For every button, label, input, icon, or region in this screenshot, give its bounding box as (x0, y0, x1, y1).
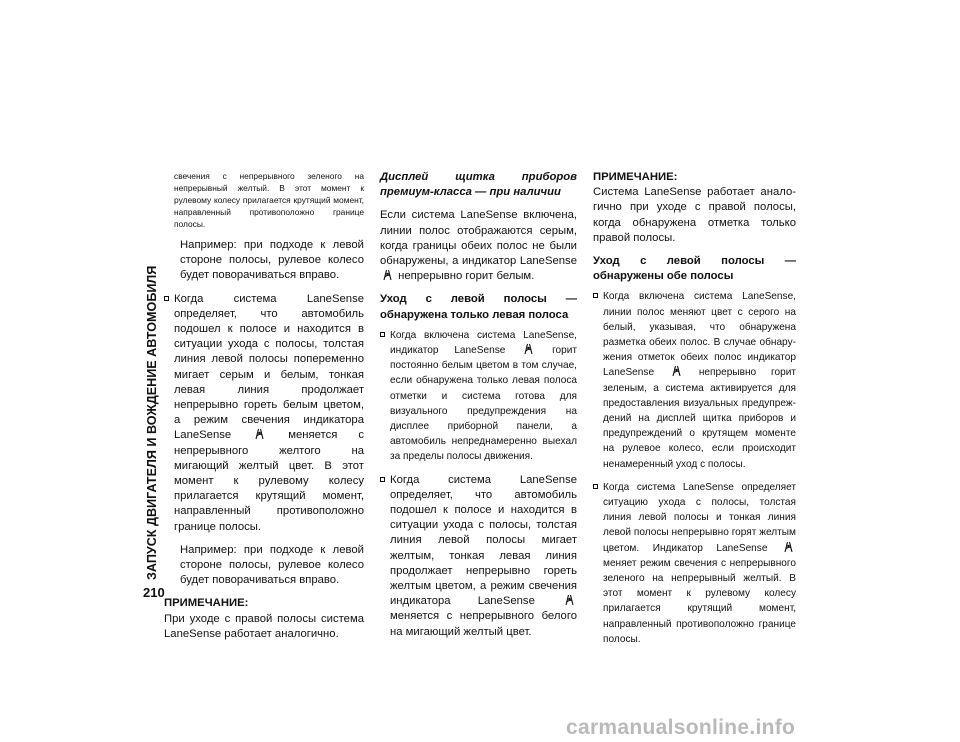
square-bullet-icon (164, 296, 169, 301)
square-bullet-icon (593, 293, 598, 298)
list-item: Когда система LaneSense определяет ситуацию ухода с полосы, толстая линия левой полосы и тонкая линия левой полосы непрерывно горят желтым цветом. Индикатор LaneSense меняет режим свечения с непрерывного зеленого на непрерывный желтый. В этот момент к рулевому колесу прилагается крутящий момент, направленный противоположно границе полосы. (593, 480, 796, 647)
continued-text: свечения с непрерывного зеленого на непрерывный желтый. В этот момент к рулевому колесу прилагается крутящий момент, направленный противоположно границе полосы. (174, 171, 364, 229)
subsection-heading: Уход с левой полосы — обнаружена только левая полоса (380, 293, 577, 321)
lanesense-indicator-icon (523, 343, 534, 355)
side-section-title-text: ЗАПУСК ДВИГАТЕЛЯ И ВОЖДЕНИЕ АВТОМОБИЛЯ (145, 265, 159, 580)
list-item: Когда включена система LaneSense, индикатор LaneSense горит постоянно белым цветом в том случае, если обнаружена только левая полоса отметки и система готова для визуального предупреждения на дисплее приборной панели, а автомобиль непреднамеренно выехал за пределы полосы движения. (380, 328, 577, 465)
example-paragraph: Например: при подходе к левой стороне полосы, рулевое колесо будет поворачиваться вправо. (180, 543, 364, 587)
column-3 (593, 170, 796, 655)
section-heading: Дисплей щитка приборов премиум-класса — при наличии (380, 171, 577, 199)
square-bullet-icon (380, 477, 385, 482)
column-1 (164, 170, 364, 648)
square-bullet-icon (593, 484, 598, 489)
list-item: Когда включена система LaneSense, линии полос меняют цвет с серого на белый, указывая, что обнаружена разметка обеих полос. В случае обнаружения отметок обеих полос индикатор LaneSense непрерывно горит зеленым, а система активируется для предоставления визуальных предупреждений на дисплей щитка приборов и предупреждений о крутящем моменте на рулевое колесо, если происходит ненамеренный уход с полосы. (593, 289, 796, 471)
column-2 (380, 170, 577, 648)
note-text: При уходе с правой полосы система LaneSense работает аналогично. (164, 612, 364, 640)
intro-paragraph: Если система LaneSense включена, линии полос отображаются серым, когда границы обеих полос не были обнаружены, а индикатор LaneSense непрерывно горит белым. (380, 209, 577, 283)
list-item: Когда система LaneSense определяет, что автомобиль подошел к полосе и находится в ситуации ухода с полосы, толстая линия левой полосы мигает желтым, тонкая левая линия продолжает непрерывно гореть желтым цветом, а режим свечения индикатора LaneSense меняется с непрерывного белого на мигающий желтый цвет. (380, 473, 577, 640)
note-heading: ПРИМЕЧАНИЕ: (593, 171, 678, 183)
note-heading: ПРИМЕЧАНИЕ: (164, 597, 249, 610)
lanesense-indicator-icon (382, 269, 393, 281)
example-paragraph: Например: при подходе к левой стороне полосы, рулевое колесо будет поворачиваться вправо. (180, 239, 364, 282)
list-item: Когда система LaneSense определяет, что автомобиль подошел к полосе и находится в ситуации ухода с полосы, толстая линия левой полосы попеременно мигает серым и белым, тонкая левая линия продолжает непрерывно гореть белым цветом, а режим свечения индикатора LaneSense меняется с непрерывного желтого на мигающий желтый цвет. В этот момент к рулевому колесу прилагается крутящий момент, направленный противоположно границе полосы. (164, 292, 364, 535)
page-number: 210 (143, 585, 165, 600)
lanesense-indicator-icon (783, 541, 794, 553)
note-text: Система LaneSense работает аналогично при уходе с правой полосы, когда обнаружена отметка только правой полосы. (593, 186, 796, 244)
side-section-title (140, 168, 164, 580)
watermark: carmanualsonline.info (566, 716, 796, 739)
lanesense-indicator-icon (254, 428, 265, 440)
lanesense-indicator-icon (564, 594, 575, 606)
square-bullet-icon (380, 332, 385, 337)
lanesense-indicator-icon (671, 365, 682, 377)
subsection-heading: Уход с левой полосы — обнаружены обе полосы (593, 255, 796, 283)
